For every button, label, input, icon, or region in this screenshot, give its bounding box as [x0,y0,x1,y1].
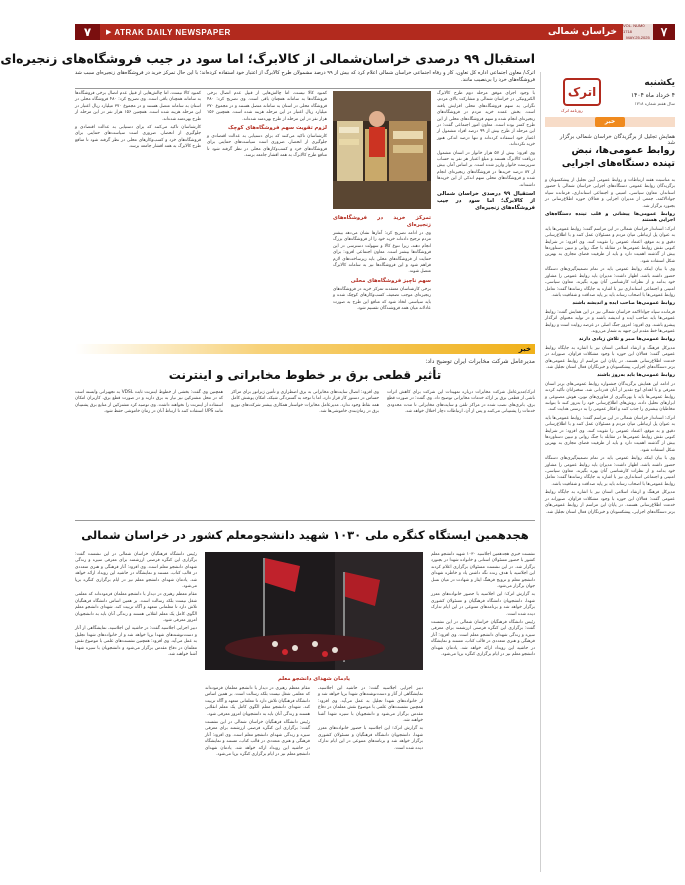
story2-col2 [231,390,379,502]
paragraph: با وجود اجرای موفق مرحله دوم طرح کالابرگ الکترونیکی در خراسان شمالی و مشارکت بالای مردم، نگرانی به سهم فروشگاه‌های محلی افزایش یافته است. بخش عمده خرید مردم در فروشگاه‌های زنجیره‌ای انجام شده و سهم فروشگاه‌های محلی از این طرح کمتر بوده است. معاون امور اجتماعی گفت: در این مرحله از طرح بیش از ۹۹ درصد افراد مشمول از اعتبار خود استفاده کرده‌اند و تنها درصد اندکی هنوز خرید نکرده‌اند. [437,91,536,148]
story1-headline: استقبال ۹۹ درصدی خراسان‌شمالی از کالابرگ؛ اما سود در جیب فروشگاه‌های زنجیره‌ای [0,51,535,66]
story1-col-left [207,91,327,307]
sidebar-subheadline: همایش تجلیل از برگزیدگان خراسان شمالی برگزار شد [559,134,675,146]
supermarket-photo [333,91,431,209]
sidebar-headline: روابط عمومی‌ها، نبض تپنده دستگاه‌های اجرایی [561,145,675,169]
rule [75,520,535,521]
paragraph: مدیرکل فرهنگ و ارشاد اسلامی استان نیز با اشاره به جایگاه روابط عمومی گفت: فعالان این حوزه با وجود مشکلات فراوان، صبورانه در خدمت اطلاع‌رسانی هستند. در پایان این مراسم از روابط عمومی‌های برتر دستگاه‌های اجرایی، پیشکسوتان و خبرنگاران فعال استان تجلیل شد. [545,345,675,370]
paragraph: به مناسبت هفته ارتباطات و روابط عمومی آیین تجلیل از پیشکسوتان و برگزیدگان روابط عمومی دستگاه‌های اجرایی خراسان شمالی با حضور استاندار، معاون سیاسی، امنیتی و اجتماعی استانداری، فرمانده سپاه جواد‌الائمه، جمعی از مدیران اجرایی و فعالان حوزه اطلاع‌رسانی در بجنورد برگزار شد. [545,178,675,209]
sidebar-bullet-1: روابط عمومی‌ها پیشانی و قلب تپنده دستگاه‌های اجرایی هستند [545,212,675,224]
paragraph: اترک/مدیرعامل شرکت مخابرات درباره تمهیدات این شرکت برای کاهش اثرات ناشی از قطعی برق بر ارائه خدمات مخابراتی توضیح داد. وی گفت: در صورت قطع برق، باتری‌های نصب شده در مراکز تلفن و سایت‌های مخابراتی تا مدت محدودی خدمات را پشتیبانی می‌کنند و پس از آن، ارتباطات دچار اختلال خواهد شد. [387,390,535,415]
brand-pill-text: ۷ [83,25,92,39]
paragraph: دبیر اجرایی اجلاسیه گفت: در حاشیه این اجلاسیه، نمایشگاهی از آثار و دست‌نوشته‌های شهدا برپا خواهد شد و از خانواده‌های شهدا تجلیل به عمل می‌آید. وی افزود: همچنین نشست‌های علمی با موضوع نقش معلمان در دفاع مقدس برگزار می‌شود و دانشجویان با سیره شهدا آشنا خواهند شد. [75,626,197,658]
paragraph: وی افزود: بیش از ۵۷ هزار خانوار در استان مشمول دریافت کالابرگ هستند و مبلغ اعتبار هر نفر به حساب سرپرست خانوار واریز شده است. بر اساس آمار، بیش از ۸۷ درصد خریدها در فروشگاه‌های زنجیره‌ای انجام شده و فروشگاه‌های محلی سهم اندکی از این خریدها داشته‌اند. [437,150,536,188]
paragraph: نشست خبری هجدهمین اجلاسیه ۱۰۳۰ شهید دانشجو معلم کشور با حضور مسئولان استانی و خانواده شهدا در بجنورد برگزار شد. در این نشست مسئولان برگزاری اعلام کردند این اجلاسیه با هدف زنده نگه داشتن یاد و خاطره شهدای دانشجو معلم و ترویج فرهنگ ایثار و شهادت در میان نسل جوان برگزار می‌شود. [431,552,535,590]
newspaper-name-en: ATRAK DAILY NEWSPAPER [114,27,231,37]
story1-col-right [437,91,535,307]
header-band [100,24,623,40]
story3-col3 [205,686,310,878]
story1-body [75,91,536,312]
photo-caption: تمرکز خرید در فروشگاه‌های زنجیره‌ای [333,215,431,228]
paragraph: مقام معظم رهبری در دیدار با دانشجو معلمان فرموده‌اند که معلمی شغل نیست بلکه رسالت است. بر همین اساس دانشگاه فرهنگیان تلاش دارد تا معلمانی متعهد و آگاه تربیت کند. شهدای دانشجو معلم الگوی کامل یک معلم انقلابی هستند و زندگی آنان باید به دانشجویان امروز معرفی شود. [75,592,197,624]
triangle-icon: ▶ [106,28,112,36]
story3-col1 [431,552,535,878]
logo-subtitle: روزنامه اترک [561,108,583,113]
brand-pill [75,24,100,40]
sidebar-body [545,178,675,878]
logo-text: اترک [567,85,597,99]
paragraph: به گزارش اترک؛ این اجلاسیه با حضور خانواده‌های معزز شهدا، دانشجویان دانشگاه فرهنگیان و مسئولان کشوری برگزار خواهد شد و برنامه‌های متنوعی در این ایام تدارک دیده شده است. [318,726,423,751]
paragraph: وی افزود: اتصال سایت‌های مخابراتی به برق اضطراری و تأمین ژنراتور برای مراکز حساس در دستور کار قرار دارد، اما با توجه به گستردگی شبکه، امکان پوشش کامل همه نقاط وجود ندارد. مدیرعامل مخابرات خواستار همکاری بیشتر شرکت‌های توزیع برق در زمان‌بندی خاموشی‌ها شد. [231,390,379,415]
paragraph: اترک: استاندار خراسان شمالی در این مراسم گفت: روابط عمومی‌ها باید به عنوان پل ارتباطی میان مردم و مسئولان عمل کنند و با اطلاع‌رسانی دقیق و به موقع، اعتماد عمومی را تقویت کنند. وی افزود: در شرایط کنونی نقش روابط عمومی‌ها در مقابله با جنگ روانی و تبیین دستاوردها بیش از گذشته اهمیت دارد و باید از ظرفیت فضای مجازی به بهترین شکل استفاده شود. [545,226,675,264]
paragraph: کارشناسان تاکید می‌کنند که برای دستیابی به عدالت اقتصادی و جلوگیری از انحصار، ضروری است سیاست‌های حمایتی برای فروشگاه‌های خرد و کسب‌وکارهای محلی در نظر گرفته شود تا منافع طرح کالابرگ به همه اقشار جامعه برسد. [207,134,327,159]
story3-col2 [318,686,423,878]
page-header [75,24,675,40]
sidebar-bullet-3: روابط عمومی‌ها صبر و تلاش زیادی دارند [578,337,675,343]
sidebar-bullet-2: روابط عمومی‌ها صاحب ایده و اندیشه باشند [572,301,675,307]
paragraph: مدیرکل فرهنگ و ارشاد اسلامی استان نیز با اشاره به جایگاه روابط عمومی گفت: فعالان این حوزه با وجود مشکلات فراوان، صبورانه در خدمت اطلاع‌رسانی هستند. در پایان این مراسم از روابط عمومی‌های برتر دستگاه‌های اجرایی، پیشکسوتان و خبرنگاران فعال استان تجلیل شد. [545,490,675,515]
story1-col-far-left [75,91,201,307]
sidebar-section-tab: خبر [595,117,625,127]
paragraph: رئیس دانشگاه فرهنگیان خراسان شمالی در این نشست گفت: برگزاری این کنگره فرصتی ارزشمند برای معرفی سیره و زندگی شهدای دانشجو معلم است. وی افزود: آثار فرهنگی و هنری متعددی در قالب کتاب، مستند و نمایشگاه در حاشیه این رویداد ارائه خواهد شد. یادمان شهدای دانشجو معلم نیز در ایام برگزاری کنگره برپا می‌شود. [205,720,310,758]
rule [75,88,535,89]
banner-label: خبر [518,345,531,353]
paragraph: رئیس دانشگاه فرهنگیان خراسان شمالی در این نشست گفت: برگزاری این کنگره فرصتی ارزشمند برای معرفی سیره و زندگی شهدای دانشجو معلم است. وی افزود: آثار فرهنگی و هنری متعددی در قالب کتاب، مستند و نمایشگاه در حاشیه این رویداد ارائه خواهد شد. یادمان شهدای دانشجو معلم نیز در ایام برگزاری کنگره برپا می‌شود. [431,620,535,658]
paragraph: وی در ادامه تصریح کرد: آمارها نشان می‌دهد بیشتر مردم ترجیح داده‌اند خرید خود را از فروشگاه‌های بزرگ انجام دهند، زیرا تنوع کالا و سهولت دسترسی در این فروشگاه‌ها بیشتر است. معاون اجتماعی افزود: برای حمایت از فروشگاه‌های محلی باید زیرساخت‌های لازم فراهم شود و این فروشگاه‌ها نیز به سامانه کالابرگ متصل شوند. [333,231,431,275]
issue-meta [623,24,653,40]
page-number [653,24,675,40]
story2-col1 [387,390,535,502]
story2-col3 [75,390,223,502]
story1-subhead-left: لزوم تقویت سهم فروشگاه‌های کوچک [227,125,327,132]
paragraph: کارشناسان تاکید می‌کنند که برای دستیابی به عدالت اقتصادی و جلوگیری از انحصار، ضروری است سیاست‌های حمایتی برای فروشگاه‌های خرد و کسب‌وکارهای محلی در نظر گرفته شود تا منافع طرح کالابرگ به همه اقشار جامعه برسد. [75,125,201,150]
issue-info: سال هفتم شماره ۱۷۱۸ [634,101,675,106]
story3-photo [205,552,423,670]
paragraph: مقام معظم رهبری در دیدار با دانشجو معلمان فرموده‌اند که معلمی شغل نیست بلکه رسالت است. بر همین اساس دانشگاه فرهنگیان تلاش دارد تا معلمانی متعهد و آگاه تربیت کند. شهدای دانشجو معلم الگوی کامل یک معلم انقلابی هستند و زندگی آنان باید به دانشجویان امروز معرفی شود. [205,686,310,717]
story1-photo [333,91,431,209]
paragraph: برخی کارشناسان معتقدند تمرکز خرید در فروشگاه‌های زنجیره‌ای موجب تضعیف کسب‌وکارهای کوچک شده و باید سیاستی اتخاذ شود که منافع این طرح به صورت عادلانه میان همه فروشندگان تقسیم شود. [333,286,431,312]
news-banner [75,344,535,354]
section-name: خراسان شمالی [548,27,617,37]
paragraph: دبیر اجرایی اجلاسیه گفت: در حاشیه این اجلاسیه، نمایشگاهی از آثار و دست‌نوشته‌های شهدا برپا خواهد شد و از خانواده‌های شهدا تجلیل به عمل می‌آید. وی افزود: همچنین نشست‌های علمی با موضوع نقش معلمان در دفاع مقدس برگزار می‌شود و دانشجویان با سیره شهدا آشنا خواهند شد. [318,686,423,724]
story1-lead: اترک/ معاون اجتماعی اداره کل تعاون، کار و رفاه اجتماعی خراسان شمالی اعلام کرد که بیش از ۹۹ درصد مشمولان طرح کالابرگ از اعتبار خود استفاده کرده‌اند؛ با این حال تمرکز خرید در فروشگاه‌های زنجیره‌ای سبب شد فروشگاه‌های خرد را بی‌نصیب مانند. [75,70,535,83]
column-divider [540,72,541,872]
paragraph: کمبود کالا نیست، اما چالش‌هایی از قبیل عدم اتصال برخی فروشگاه‌ها به سامانه همچنان باقی است. وی تصریح کرد: ۴۸۰ فروشگاه محلی در استان به سامانه متصل هستند و در مجموع ۳۷۰ میلیارد ریال اعتبار در این مرحله هزینه شده است. همچنین ۱۵۶ هزار نفر در این مرحله از طرح بهره‌مند شده‌اند. [207,91,327,122]
story2-headline: تأثیر قطعی برق بر خطوط مخابراتی و اینترنت [168,368,442,382]
newspaper-logo [563,78,601,106]
main-column [0,48,536,878]
story3-headline: هجدهمین ایستگاه کنگره ملی ۱۰۳۰ شهید دانشجومعلم کشور در خراسان شمالی [81,528,529,542]
date-persian: ۴ خرداد ماه ۱۴۰۴ [630,92,675,99]
page-number-text: ۷ [660,25,668,39]
story3-photo-caption: یادمان شهدای دانشجو معلم [277,676,351,682]
sidebar-bullet-4: روابط عمومی‌ها باید به‌روز باشند [597,373,675,379]
sidebar-section-bar [545,117,675,127]
day-name: یکشنبه [644,78,675,88]
date-line: MAY.25.2025 [626,35,650,40]
story2-kicker: مدیرعامل شرکت مخابرات ایران توضیح داد: [425,358,535,365]
paragraph: کمبود کالا نیست، اما چالش‌هایی از قبیل عدم اتصال برخی فروشگاه‌ها به سامانه همچنان باقی است. وی تصریح کرد: ۴۸۰ فروشگاه محلی در استان به سامانه متصل هستند و در مجموع ۳۷۰ میلیارد ریال اعتبار در این مرحله هزینه شده است. همچنین ۱۵۶ هزار نفر در این مرحله از طرح بهره‌مند شده‌اند. [75,91,201,122]
paragraph: همچنین وی گفت: بخشی از خطوط اینترنت ثابت VDSL به تجهیزاتی وابسته است که در محل مشترکین نیز نیاز به برق دارند و در صورت قطع برق، کاربران امکان استفاده از اینترنت را نخواهند داشت. وی توصیه کرد مشترکین از منابع برق پشتیبان مانند UPS استفاده کنند تا ارتباط آنان در زمان خاموشی حفظ شود. [75,390,223,415]
paragraph: اترک: استاندار خراسان شمالی در این مراسم گفت: روابط عمومی‌ها باید به عنوان پل ارتباطی میان مردم و مسئولان عمل کنند و با اطلاع‌رسانی دقیق و به موقع، اعتماد عمومی را تقویت کنند. وی افزود: در شرایط کنونی نقش روابط عمومی‌ها در مقابله با جنگ روانی و تبیین دستاوردها بیش از گذشته اهمیت دارد و باید از ظرفیت فضای مجازی به بهترین شکل استفاده شود. [545,415,675,453]
story1-subhead-right: استقبال ۹۹ درصدی خراسان شمالی از کالابرگ؛ اما سود در جیب فروشگاه‌های زنجیره‌ای [437,191,536,212]
story3-col4 [75,552,197,878]
paragraph: فرمانده سپاه جواد‌الائمه خراسان شمالی نیز در این همایش گفت: روابط عمومی‌ها باید صاحب ایده و اندیشه باشند و در تولید محتوای اثرگذار پیشرو باشند. وی افزود: امروز جنگ اصلی در عرصه روایت است و روابط عمومی‌ها خط مقدم این جبهه به شمار می‌روند. [545,309,675,334]
memorial-photo [205,552,423,670]
paragraph: در ادامه این همایش برگزیدگان جشنواره روابط عمومی‌های برتر استان معرفی و با اهدای لوح تقدیر از آنان قدردانی شد. سخنرانان تأکید کردند روابط عمومی‌ها باید با بهره‌گیری از فناوری‌های نوین، هوش مصنوعی و ابزارهای تحلیل داده، روش‌های اطلاع‌رسانی خود را به‌روز کنند تا بتوانند مخاطبان بیشتری را جذب کنند و افکار عمومی را به درستی هدایت کنند. [545,381,675,413]
paragraph: وی با بیان اینکه روابط عمومی باید در تمام تصمیم‌گیری‌های دستگاه حضور داشته باشد، اظهار داشت: مدیران باید روابط عمومی را مشاور خود بدانند و از نظرات کارشناسی آنان بهره بگیرند. معاون سیاسی، امنیتی و اجتماعی استانداری نیز با اشاره به جایگاه رسانه‌ها گفت: تعامل روابط عمومی‌ها با اصحاب رسانه باید بر پایه صداقت و شفافیت باشد. [545,456,675,487]
paragraph: رئیس دانشگاه فرهنگیان خراسان شمالی در این نشست گفت: برگزاری این کنگره فرصتی ارزشمند برای معرفی سیره و زندگی شهدای دانشجو معلم است. وی افزود: آثار فرهنگی و هنری متعددی در قالب کتاب، مستند و نمایشگاه در حاشیه این رویداد ارائه خواهد شد. یادمان شهدای دانشجو معلم نیز در ایام برگزاری کنگره برپا می‌شود. [75,552,197,590]
story1-col-mid [333,213,431,312]
vol-line: VOL. NUM0 1718 [623,23,645,34]
paragraph: وی با بیان اینکه روابط عمومی باید در تمام تصمیم‌گیری‌های دستگاه حضور داشته باشد، اظهار داشت: مدیران باید روابط عمومی را مشاور خود بدانند و از نظرات کارشناسی آنان بهره بگیرند. معاون سیاسی، امنیتی و اجتماعی استانداری نیز با اشاره به جایگاه رسانه‌ها گفت: تعامل روابط عمومی‌ها با اصحاب رسانه باید بر پایه صداقت و شفافیت باشد. [545,267,675,298]
story1-subhead-mid: سهم ناچیز فروشگاه‌های محلی [350,277,431,284]
paragraph: به گزارش اترک؛ این اجلاسیه با حضور خانواده‌های معزز شهدا، دانشجویان دانشگاه فرهنگیان و مسئولان کشوری برگزار خواهد شد و برنامه‌های متنوعی در این ایام تدارک دیده شده است. [431,592,535,617]
